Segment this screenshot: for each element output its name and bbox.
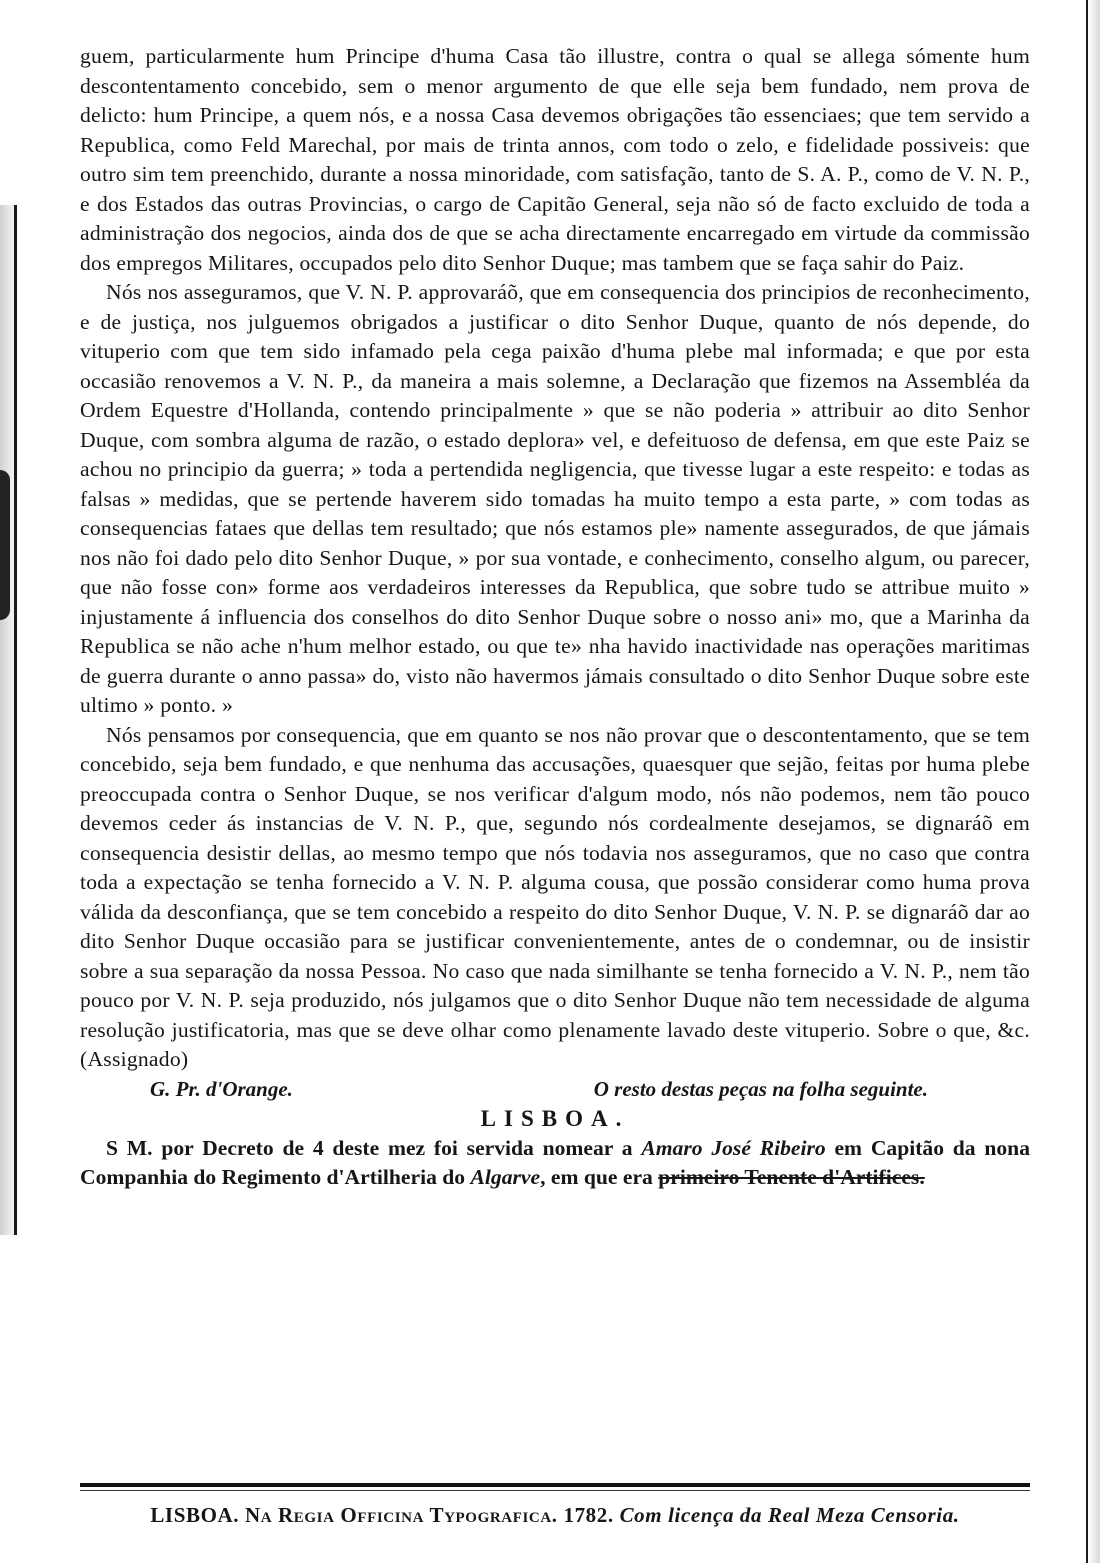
paragraph-2: Nós nos asseguramos, que V. N. P. approvaráõ, que em consequencia dos principios de reconhecimento, e de justiça, nos julguemos obrigados a justificar o dito Senhor Duque, quanto de nós depende, do vituperio com que tem sido infamado pela cega paixão d'huma plebe mal informada; e que por esta occasião renovemos a V. N. P., da maneira a mais solemne, a Declaração que fizemos na Assembléa da Ordem Equestre d'Hollanda, contendo principalmente » que se não poderia » attribuir ao dito Senhor Duque, com sombra alguma de razão, o estado deplora» vel, e defeituoso de defensa, em que este Paiz se achou no principio da guerra; » toda a pertendida negligencia, que tivesse lugar a este respeito: e todas as falsas » medidas, que se pertende haverem sido tomadas ha muito tempo a esta parte, » com todas as consequencias fataes que dellas tem resultado; que nós estamos ple» namente assegurados, de que jámais nos não foi dado pelo dito Senhor Duque, » por sua vontade, e conhecimento, conselho algum, ou parecer, que não fosse con» forme aos verdadeiros interesses da Republica, que sobre tudo se attribue muito » injustamente á influencia dos conselhos do dito Senhor Duque sobre o nosso ani» mo, que a Marinha da Republica se não ache n'hum melhor estado, ou que te» nha havido inactividade nas operações maritimas de guerra durante o anno passa» do, visto não havermos jámais consultado o dito Senhor Duque sobre este ultimo » ponto. » xyxy=(80,280,1030,717)
lisboa-news xyxy=(80,1134,1030,1193)
paragraph-1: guem, particularmente hum Principe d'huma Casa tão illustre, contra o qual se allega sómente hum descontentamento concebido, sem o menor argumento de que elle seja bem fundado, nem prova de delicto: hum Principe, a quem nós, e a nossa Casa devemos obrigações tão essenciaes; que tem servido a Republica, como Feld Marechal, por mais de trinta annos, com todo o zelo, e fidelidade possiveis: que outro sim tem preenchido, durante a nossa minoridade, com satisfação, tanto de S. A. P., como de V. N. P., e dos Estados das outras Provincias, o cargo de Capitão General, seja não só de facto excluido de toda a administração dos negocios, ainda dos de que se acha directamente encarregado em virtude da commissão dos empregos Militares, occupados pelo dito Senhor Duque; mas tambem que se faça sahir do Paiz. xyxy=(80,44,1030,275)
signature-row xyxy=(80,1075,1030,1104)
news-name: Amaro José Ribeiro xyxy=(641,1135,826,1160)
lisboa-heading: LISBOA. xyxy=(480,1105,630,1131)
page-edge-left xyxy=(0,205,17,1235)
imprint-text: LISBOA. Na Regia Officina Typografica. 1782. xyxy=(150,1503,620,1527)
footer-rule xyxy=(80,1483,1030,1487)
paragraph-3: Nós pensamos por consequencia, que em quanto se nos não provar que o descontentamento, que se tem concebido, seja bem fundado, e que nenhuma das accusações, quaesquer que sejão, feitas por huma plebe preoccupada contra o Senhor Duque, se nos verificar d'algum modo, nós não podemos, nem tão pouco devemos ceder ás instancias de V. N. P., que, segundo nós cordealmente desejamos, se dignaráõ em consequencia desistir dellas, ao mesmo tempo que nós todavia nos asseguramos, que no caso que contra toda a expectação se tenha fornecido a V. N. P. alguma cousa, que possão considerar como huma prova válida da desconfiança, que se tem concebido a respeito do dito Senhor Duque, V. N. P. se dignaráõ dar ao dito Senhor Duque occasião para se justificar convenientemente, antes de o condemnar, ou de insistir sobre a sua separação da nossa Pessoa. No caso que nada similhante se tenha fornecido a V. N. P., nem tão pouco por V. N. P. seja produzido, nós julgamos que o dito Senhor Duque não tem necessidade de alguma resolução justificatoria, mas que se deve olhar como plenamente lavado deste vituperio. Sobre o que, &c. (Assignado) xyxy=(80,722,1030,1071)
imprint-line xyxy=(80,1500,1030,1530)
news-text-2: em Capitão da nona Companhia do Regimento d'Artilheria do xyxy=(80,1135,1030,1189)
news-text-1: S M. por Decreto de 4 deste mez foi servida nomear a xyxy=(106,1135,642,1160)
continuation-note: O resto destas peças na folha seguinte. xyxy=(593,1076,928,1101)
binding-mark xyxy=(0,470,10,620)
news-place: Algarve xyxy=(470,1165,541,1189)
imprint-license: Com licença da Real Meza Censoria. xyxy=(619,1503,960,1527)
footer-rule-thin xyxy=(80,1490,1030,1491)
document-page xyxy=(80,42,1030,1193)
page-edge-right xyxy=(1086,0,1100,1563)
signature: G. Pr. d'Orange. xyxy=(150,1076,293,1101)
news-text-3: , em que era xyxy=(540,1165,659,1189)
news-struck-text: primeiro Tenente d'Artifices. xyxy=(658,1165,925,1189)
